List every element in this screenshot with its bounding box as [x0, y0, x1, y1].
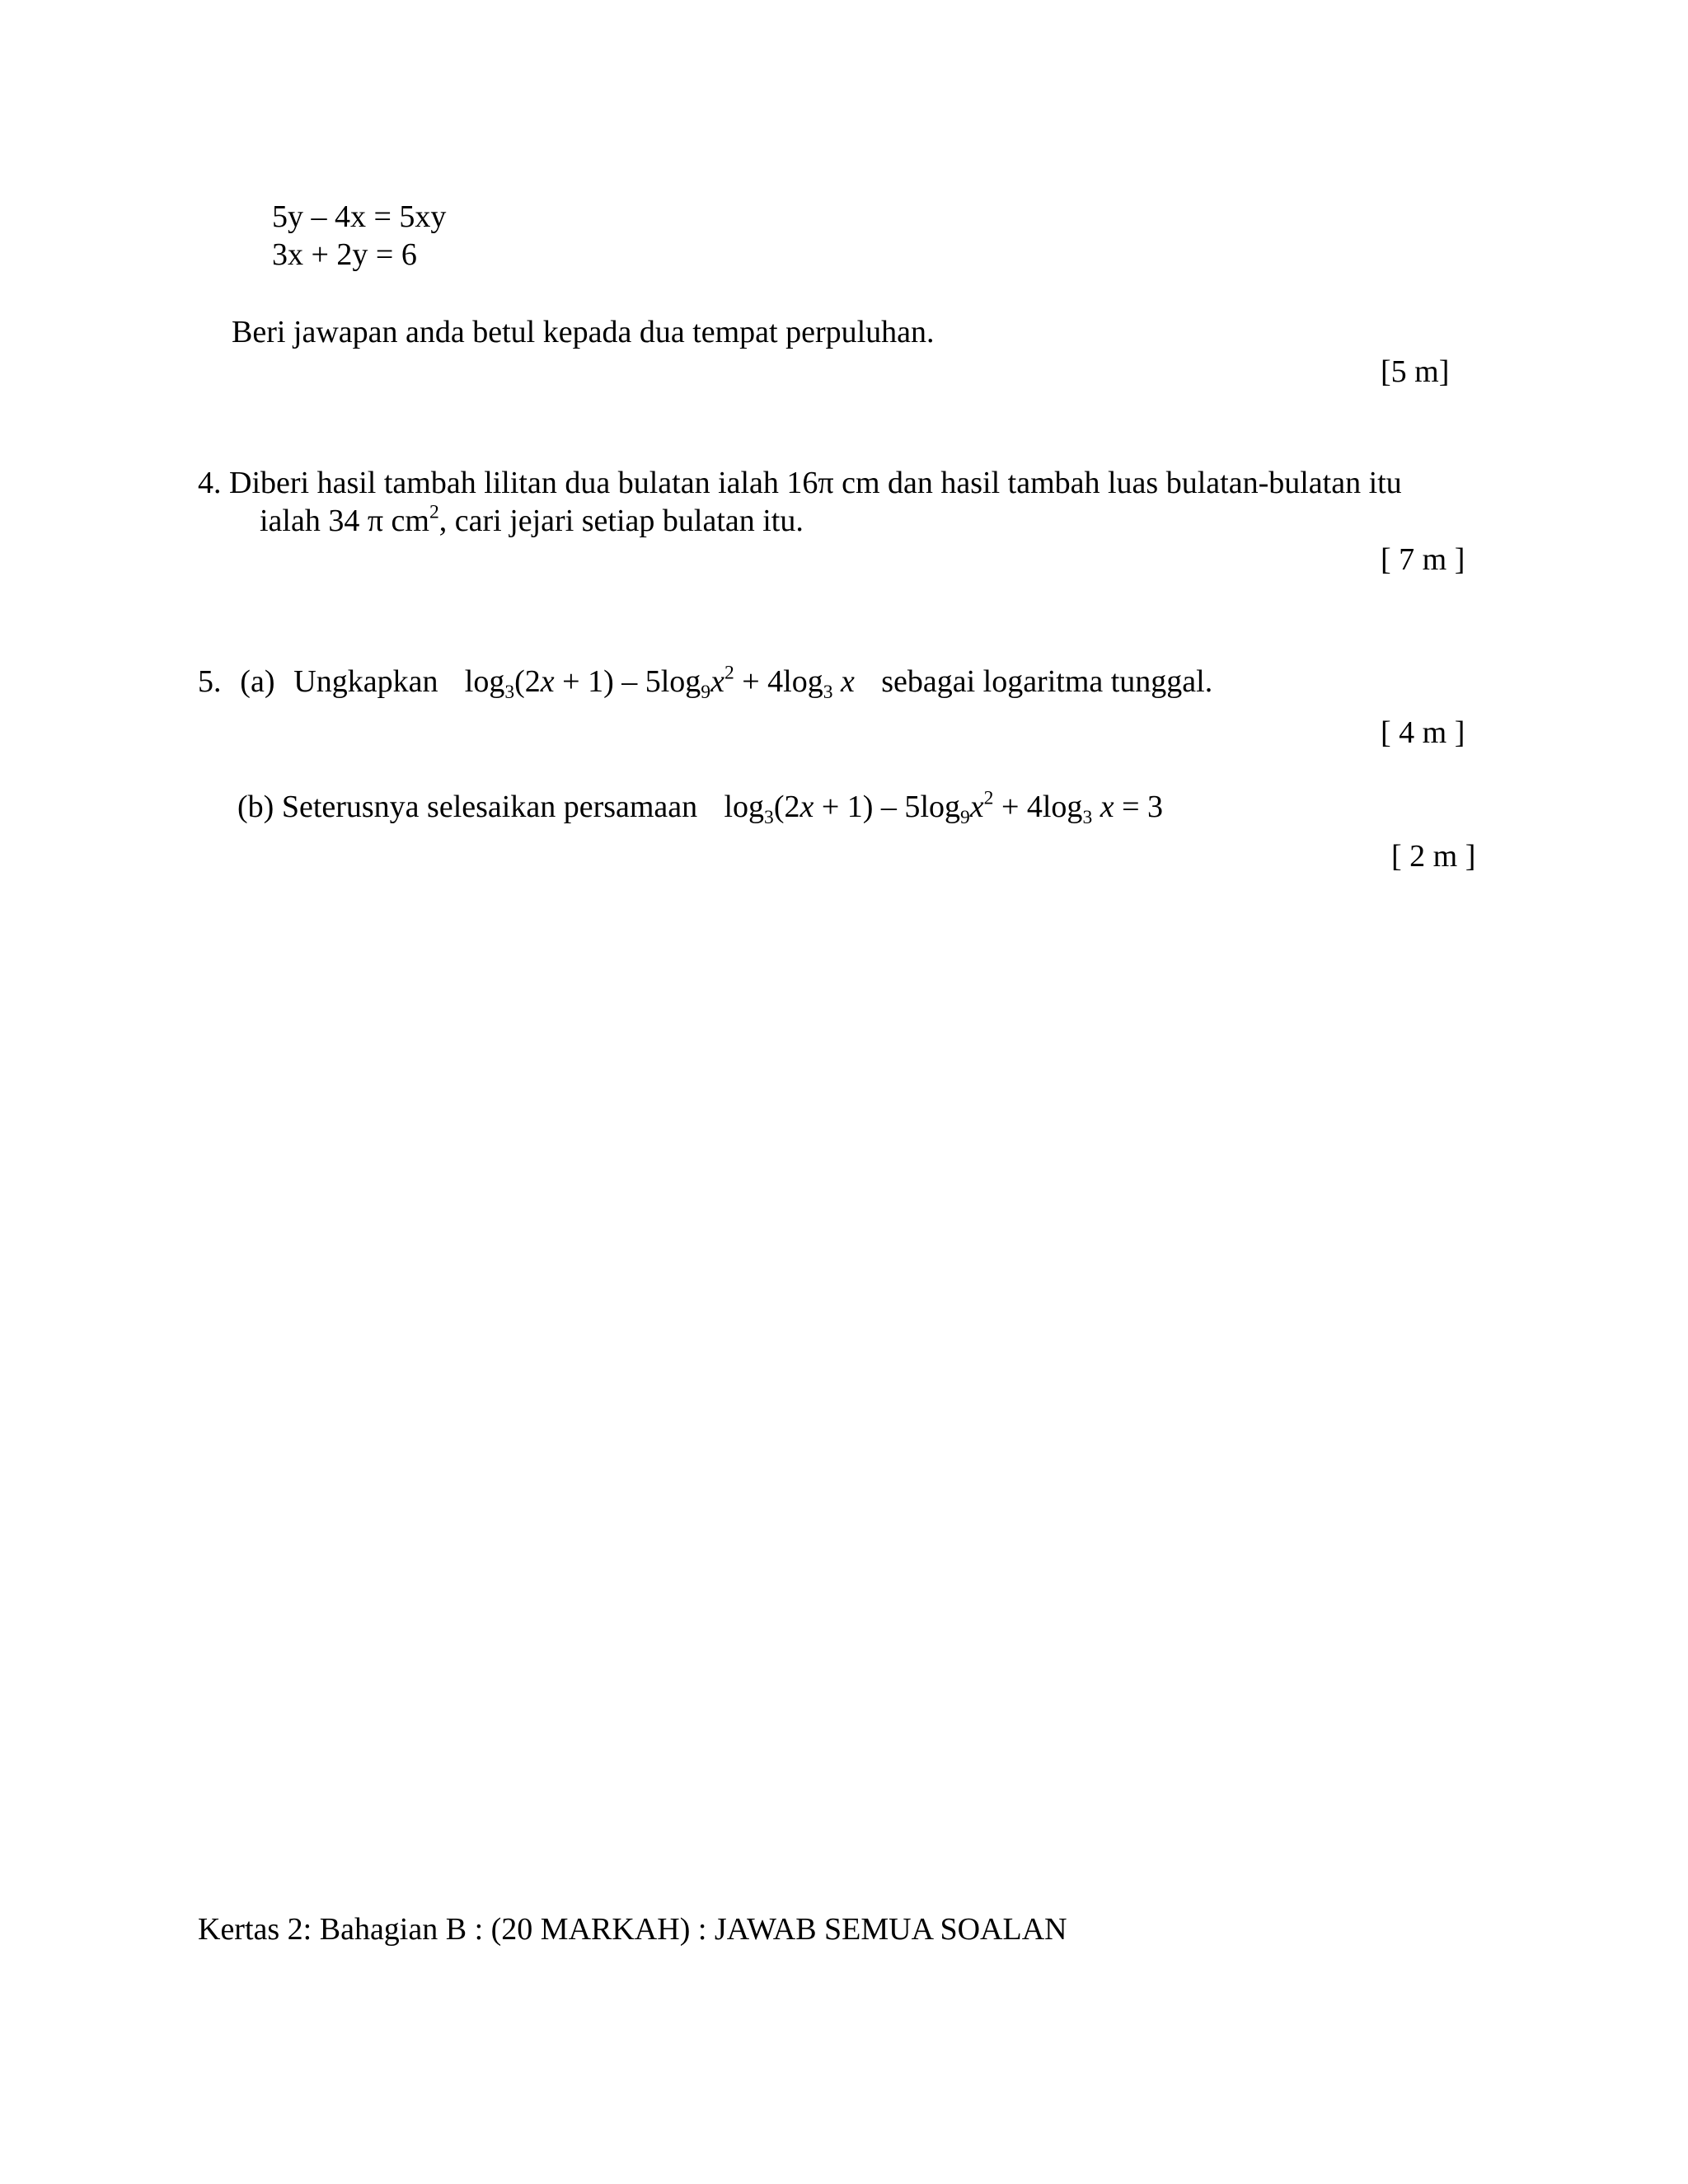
- q5-number: 5.: [198, 664, 222, 699]
- q5a-tail: sebagai logaritma tunggal.: [881, 664, 1213, 699]
- q5a-label: (a): [240, 664, 275, 699]
- q5a-line: [198, 662, 1213, 704]
- q4-line-2: [260, 501, 804, 538]
- q5b-label: (b): [237, 790, 274, 824]
- q5b-rhs: 3: [1147, 790, 1164, 824]
- q5a-expression: $\log_3(2x + 1) - 5\log_9x^2 + 4\log_3$ x: [464, 662, 855, 704]
- q4-superscript: 2: [429, 501, 439, 523]
- q4-line-1: [198, 467, 1402, 499]
- q3-marks: [5 m]: [1381, 354, 1450, 389]
- q5b-expression: $\log_3(2x + 1) - 5\log_9x^2 + 4\log_3$ x = 3: [724, 787, 1164, 829]
- section-b-heading: Kertas 2: Bahagian B : (20 MARKAH) : JAWAB SEMUA SOALAN: [198, 1912, 1067, 1947]
- q3-instruction: Beri jawapan anda betul kepada dua tempat perpuluhan.: [232, 315, 935, 349]
- q5b-marks: [ 2 m ]: [1391, 839, 1476, 874]
- q4-text-2b: , cari jejari setiap bulatan itu.: [438, 504, 804, 538]
- q4-text-2a: ialah 34 π cm: [260, 504, 429, 538]
- q4-marks: [ 7 m ]: [1381, 542, 1465, 577]
- q5b-text: Seterusnya selesaikan persamaan: [281, 790, 698, 824]
- q3-equation-1: 5y – 4x = 5xy: [272, 199, 447, 234]
- q4-number: 4.: [198, 466, 222, 500]
- q5b-line: [237, 787, 1164, 829]
- q4-text-1: Diberi hasil tambah lilitan dua bulatan ialah 16π cm dan hasil tambah luas bulatan-bulatan itu: [229, 466, 1402, 500]
- q3-equation-2: 3x + 2y = 6: [272, 237, 417, 272]
- q5a-verb: Ungkapkan: [293, 664, 438, 699]
- q5a-marks: [ 4 m ]: [1381, 715, 1465, 750]
